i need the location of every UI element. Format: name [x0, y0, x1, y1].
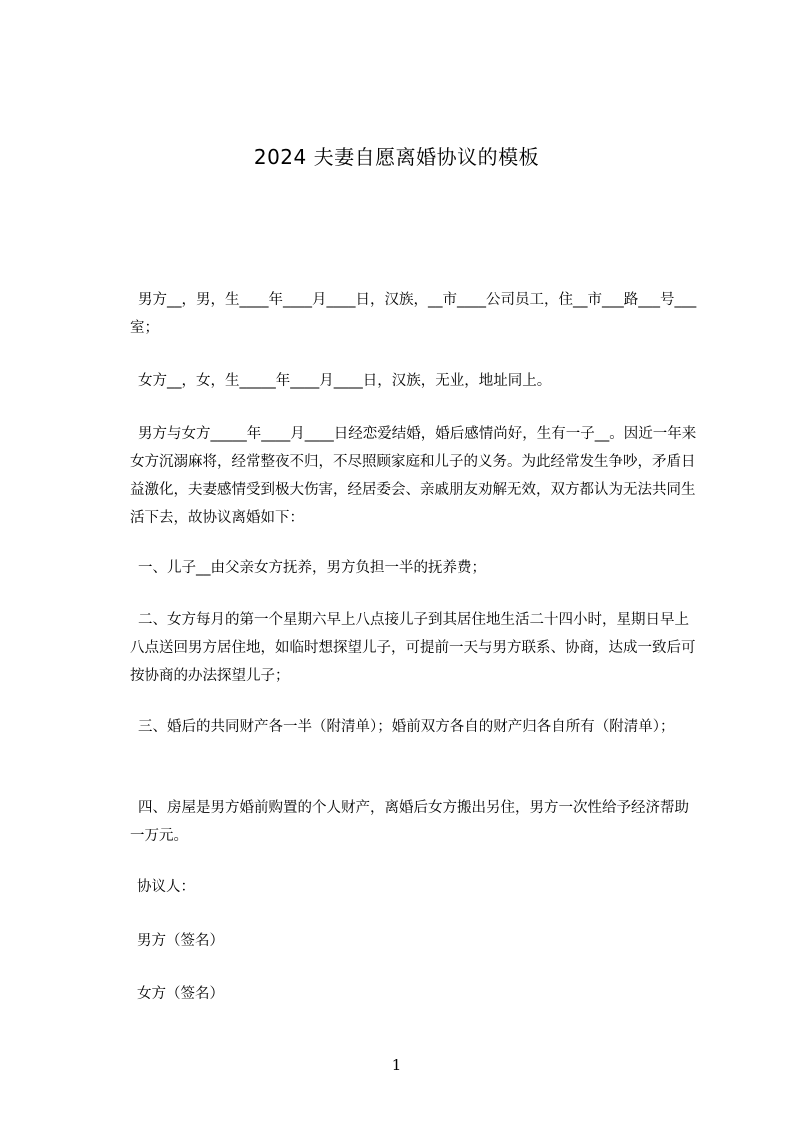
female-signature-line: 女方（签名） — [137, 986, 224, 1002]
clause-house: 四、房屋是男方婚前购置的个人财产，离婚后女方搬出另住，男方一次性给予经济帮助一万元。 — [130, 800, 689, 844]
male-signature-line: 男方（签名） — [137, 933, 224, 949]
clause-custody: 一、儿子__由父亲女方抚养，男方负担一半的抚养费； — [138, 560, 486, 576]
paragraph-background: 男方与女方_____年____月____日经恋爱结婚，婚后感情尚好，生有一子__。因近一年来女方沉溺麻将，经常整夜不归，不尽照顾家庭和儿子的义务。为此经常发生争吵，矛盾日益激化，夫妻感情受到极大伤害，经居委会、亲戚朋友劝解无效，双方都认为无法共同生活下去，故协议离婚如下： — [130, 426, 697, 526]
paragraph-male-party: 男方__，男，生____年____月____日，汉族，__市____公司员工，住__市___路___号___室； — [130, 292, 697, 336]
page-number: 1 — [391, 1056, 402, 1074]
clause-visitation: 二、女方每月的第一个星期六早上八点接儿子到其居住地生活二十四小时，星期日早上八点送回男方居住地，如临时想探望儿子，可提前一天与男方联系、协商，达成一致后可按协商的办法探望儿子； — [130, 612, 696, 684]
paragraph-female-party: 女方__，女，生_____年____月____日，汉族，无业，地址同上。 — [138, 373, 552, 389]
clause-property-division: 三、婚后的共同财产各一半（附清单）；婚前双方各自的财产归各自所有（附清单）； — [138, 719, 675, 735]
document-title: 2024 夫妻自愿离婚协议的模板 — [253, 145, 540, 169]
signatories-label: 协议人： — [137, 879, 195, 895]
